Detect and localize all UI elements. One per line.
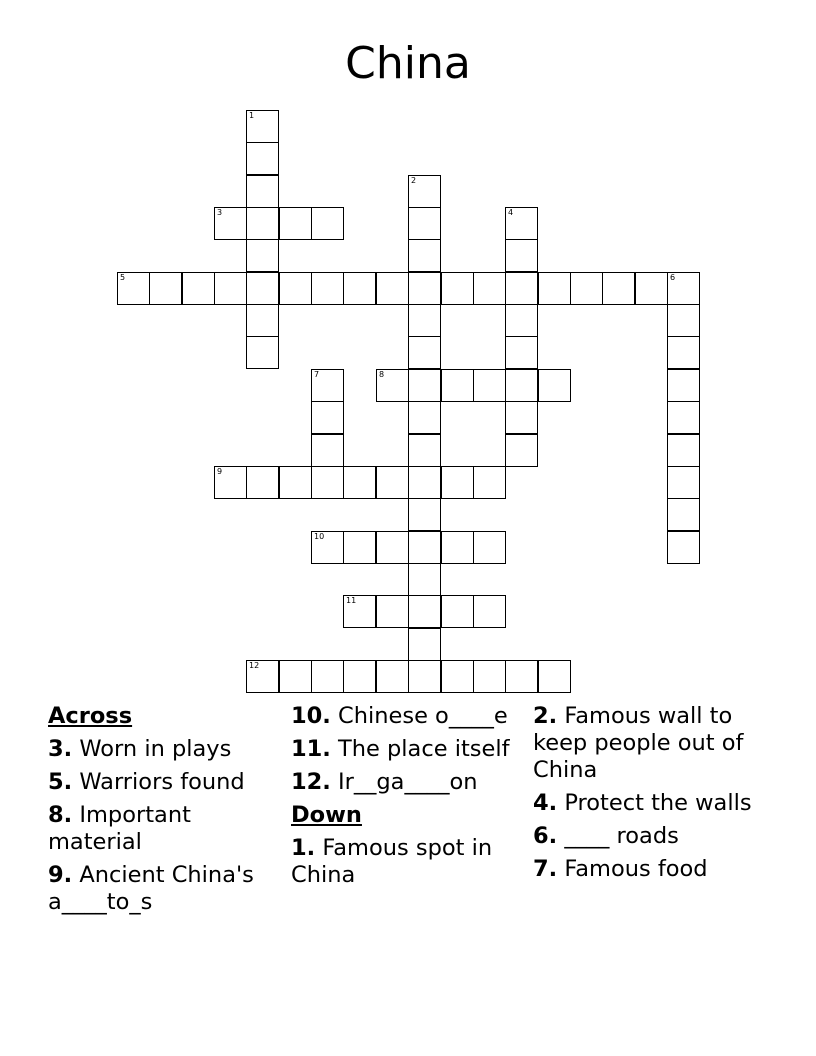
clue-number: 12. — [291, 769, 331, 795]
grid-cell[interactable] — [408, 434, 441, 467]
grid-cell[interactable] — [441, 595, 474, 628]
grid-cell[interactable] — [246, 175, 279, 208]
grid-cell[interactable] — [667, 304, 700, 337]
grid-cell[interactable] — [149, 272, 182, 305]
grid-cell[interactable] — [311, 466, 344, 499]
clue-across-9 — [48, 862, 288, 916]
grid-cell[interactable] — [214, 207, 247, 240]
grid-cell[interactable] — [182, 272, 215, 305]
clue-text: ____ roads — [564, 823, 679, 849]
cell-number: 1 — [249, 111, 255, 120]
cell-number: 10 — [314, 532, 325, 541]
grid-cell[interactable] — [311, 660, 344, 693]
grid-cell[interactable] — [376, 595, 409, 628]
grid-cell[interactable] — [214, 466, 247, 499]
clue-number: 8. — [48, 802, 73, 828]
clue-number: 7. — [533, 856, 558, 882]
cell-number: 3 — [217, 208, 223, 217]
grid-cell[interactable] — [538, 369, 571, 402]
grid-cell[interactable] — [667, 498, 700, 531]
cell-number: 5 — [120, 273, 126, 282]
grid-cell[interactable] — [246, 272, 279, 305]
grid-cell[interactable] — [408, 272, 441, 305]
grid-cell[interactable] — [635, 272, 668, 305]
grid-cell[interactable] — [311, 434, 344, 467]
grid-cell[interactable] — [441, 660, 474, 693]
grid-cell[interactable] — [246, 336, 279, 369]
grid-cell[interactable] — [376, 272, 409, 305]
clue-across-3 — [48, 736, 288, 763]
grid-cell[interactable] — [408, 628, 441, 661]
grid-cell[interactable] — [408, 531, 441, 564]
grid-cell[interactable] — [408, 336, 441, 369]
grid-cell[interactable] — [343, 531, 376, 564]
clue-text: Famous wall to keep people out of China — [533, 703, 744, 783]
grid-cell[interactable] — [505, 239, 538, 272]
grid-cell[interactable] — [279, 272, 312, 305]
grid-cell[interactable] — [376, 466, 409, 499]
grid-cell[interactable] — [505, 304, 538, 337]
grid-cell[interactable] — [408, 401, 441, 434]
grid-cell[interactable] — [473, 660, 506, 693]
cell-number: 7 — [314, 370, 320, 379]
clue-column-3 — [533, 703, 773, 889]
grid-cell[interactable] — [311, 531, 344, 564]
grid-cell[interactable] — [473, 595, 506, 628]
clue-number: 4. — [533, 790, 558, 816]
grid-cell[interactable] — [602, 272, 635, 305]
grid-cell[interactable] — [441, 466, 474, 499]
down-heading: Down — [291, 802, 362, 828]
clue-number: 11. — [291, 736, 331, 762]
clue-down-6 — [533, 823, 773, 850]
clue-column-2 — [291, 703, 531, 895]
grid-cell[interactable] — [408, 304, 441, 337]
grid-cell[interactable] — [214, 272, 247, 305]
grid-cell[interactable] — [246, 142, 279, 175]
grid-cell[interactable] — [667, 369, 700, 402]
grid-cell[interactable] — [343, 272, 376, 305]
clue-text: Warriors found — [79, 769, 245, 795]
clue-across-11 — [291, 736, 531, 763]
grid-cell[interactable] — [505, 207, 538, 240]
grid-cell[interactable] — [505, 369, 538, 402]
clue-text: Ir__ga____on — [338, 769, 478, 795]
grid-cell[interactable] — [376, 369, 409, 402]
cell-number: 12 — [249, 661, 260, 670]
grid-cell[interactable] — [473, 466, 506, 499]
grid-cell[interactable] — [667, 531, 700, 564]
grid-cell[interactable] — [441, 369, 474, 402]
cell-number: 4 — [508, 208, 514, 217]
clue-text: The place itself — [338, 736, 510, 762]
grid-cell[interactable] — [279, 660, 312, 693]
grid-cell[interactable] — [505, 272, 538, 305]
grid-cell[interactable] — [505, 336, 538, 369]
clue-number: 1. — [291, 835, 316, 861]
clue-number: 5. — [48, 769, 73, 795]
grid-cell[interactable] — [376, 660, 409, 693]
clue-across-12 — [291, 769, 531, 796]
grid-cell[interactable] — [246, 466, 279, 499]
grid-cell[interactable] — [408, 239, 441, 272]
clue-text: Ancient China's a____to_s — [48, 862, 254, 915]
grid-cell[interactable] — [408, 207, 441, 240]
clue-text: Worn in plays — [79, 736, 232, 762]
grid-cell[interactable] — [473, 272, 506, 305]
grid-cell[interactable] — [505, 660, 538, 693]
grid-cell[interactable] — [667, 434, 700, 467]
grid-cell[interactable] — [408, 563, 441, 596]
clue-down-4 — [533, 790, 773, 817]
clue-number: 3. — [48, 736, 73, 762]
grid-cell[interactable] — [570, 272, 603, 305]
grid-cell[interactable] — [667, 272, 700, 305]
grid-cell[interactable] — [538, 272, 571, 305]
grid-cell[interactable] — [473, 369, 506, 402]
grid-cell[interactable] — [473, 531, 506, 564]
grid-cell[interactable] — [667, 466, 700, 499]
grid-cell[interactable] — [343, 466, 376, 499]
clue-across-5 — [48, 769, 288, 796]
grid-cell[interactable] — [667, 401, 700, 434]
clue-down-2 — [533, 703, 773, 784]
grid-cell[interactable] — [505, 401, 538, 434]
grid-cell[interactable] — [441, 272, 474, 305]
grid-cell[interactable] — [246, 660, 279, 693]
grid-cell[interactable] — [117, 272, 150, 305]
grid-cell[interactable] — [538, 660, 571, 693]
clue-down-7 — [533, 856, 773, 883]
grid-cell[interactable] — [246, 110, 279, 143]
clue-text: Famous food — [564, 856, 708, 882]
clue-column-1 — [48, 703, 288, 922]
grid-cell[interactable] — [311, 272, 344, 305]
grid-cell[interactable] — [505, 434, 538, 467]
grid-cell[interactable] — [311, 207, 344, 240]
grid-cell[interactable] — [279, 466, 312, 499]
grid-cell[interactable] — [279, 207, 312, 240]
clue-number: 6. — [533, 823, 558, 849]
cell-number: 8 — [379, 370, 385, 379]
clue-number: 9. — [48, 862, 73, 888]
grid-cell[interactable] — [311, 401, 344, 434]
clue-text: Protect the walls — [564, 790, 752, 816]
clue-number: 2. — [533, 703, 558, 729]
clue-number: 10. — [291, 703, 331, 729]
cell-number: 9 — [217, 467, 223, 476]
cell-number: 2 — [411, 176, 417, 185]
clue-text: Important material — [48, 802, 191, 855]
grid-cell[interactable] — [408, 175, 441, 208]
grid-cell[interactable] — [246, 304, 279, 337]
grid-cell[interactable] — [246, 239, 279, 272]
grid-cell[interactable] — [408, 369, 441, 402]
cell-number: 11 — [346, 596, 357, 605]
grid-cell[interactable] — [343, 660, 376, 693]
clue-across-8 — [48, 802, 288, 856]
cell-number: 6 — [670, 273, 676, 282]
clue-text: Chinese o____e — [338, 703, 508, 729]
grid-cell[interactable] — [667, 336, 700, 369]
grid-cell[interactable] — [408, 660, 441, 693]
grid-cell[interactable] — [311, 369, 344, 402]
clue-text: Famous spot in China — [291, 835, 493, 888]
clue-across-10 — [291, 703, 531, 730]
page-title: China — [345, 38, 471, 89]
grid-cell[interactable] — [408, 498, 441, 531]
grid-cell[interactable] — [408, 595, 441, 628]
grid-cell[interactable] — [441, 531, 474, 564]
grid-cell[interactable] — [343, 595, 376, 628]
clue-down-1 — [291, 835, 531, 889]
grid-cell[interactable] — [376, 531, 409, 564]
grid-cell[interactable] — [246, 207, 279, 240]
grid-cell[interactable] — [408, 466, 441, 499]
across-heading: Across — [48, 703, 133, 729]
